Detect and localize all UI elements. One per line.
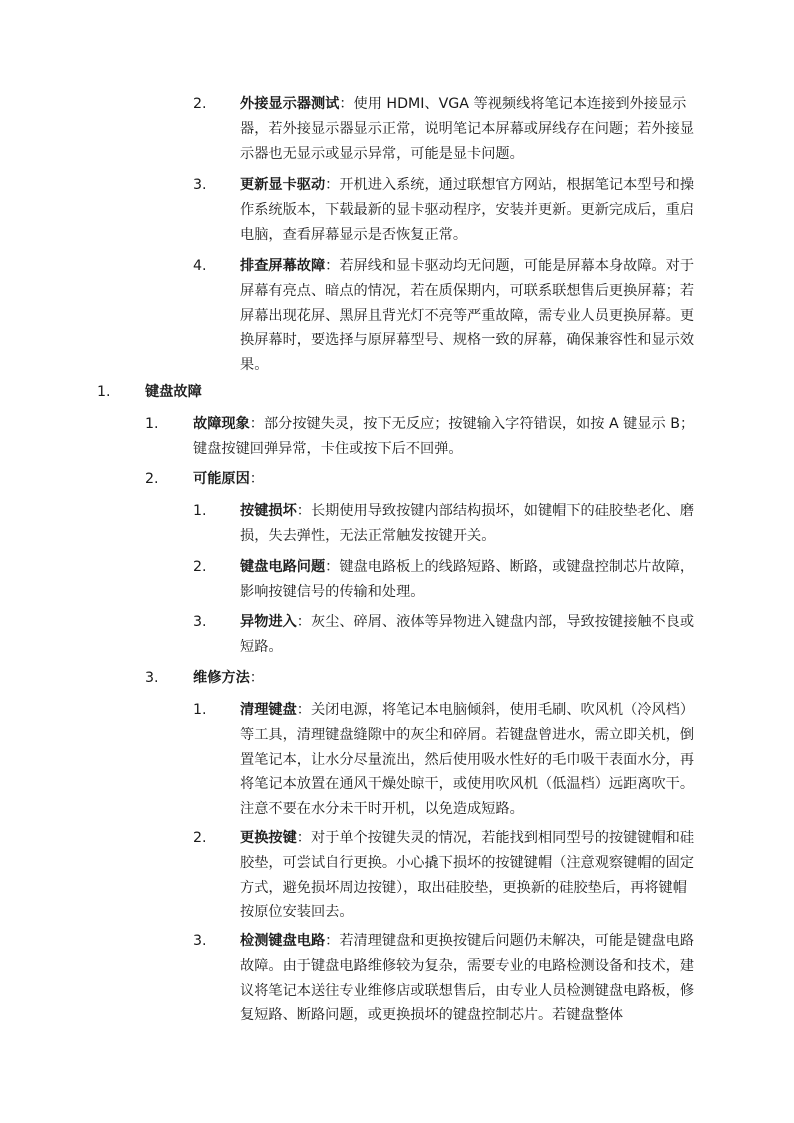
list-number: 2. [193,830,207,846]
list-number: 2. [193,559,207,575]
list-number: 3. [145,670,159,686]
item-title: 维修方法 [193,670,250,686]
item-text: ：关闭电源，将笔记本电脑倾斜，使用毛刷、吹风机（冷风档）等工具，清理键盘缝隙中的灰尘和碎屑。若键盘曾进水，需立即关机，倒置笔记本，让水分尽量流出，然后使用吸水性好的毛巾吸干表面水分，再将笔记本放置在通风干燥处晾干，或使用吹风机（低温档）远距离吹干。注意不要在水分未干时开机，以免造成短路。 [240,702,695,818]
item-text: ：灰尘、碎屑、液体等异物进入键盘内部，导致按键接触不良或短路。 [240,614,695,655]
item-text: ： [249,670,264,686]
item-text: ：部分按键失灵，按下无反应；按键输入字符错误，如按 A 键显示 B；键盘按键回弹异常，卡住或按下后不回弹。 [193,416,695,457]
list-number: 3. [193,933,207,949]
list-number: 1. [193,702,207,718]
list-number: 2. [193,96,207,112]
list-body [240,499,700,549]
item-text: ：若屏线和显卡驱动均无问题，可能是屏幕本身故障。对于屏幕有亮点、暗点的情况，若在质保期内，可联系联想售后更换屏幕；若屏幕出现花屏、黑屏且背光灯不亮等严重故障，需专业人员更换屏幕。更换屏幕时，要选择与原屏幕型号、规格一致的屏幕，确保兼容性和显示效果。 [240,258,695,374]
list-number: 3. [193,614,207,630]
list-number: 4. [193,258,207,274]
item-title: 检测键盘电路 [240,933,326,949]
item-title: 可能原因 [193,471,250,487]
item-title: 更换按键 [240,830,297,846]
list-body [240,92,700,166]
item-title: 故障现象 [193,416,250,432]
item-text: ：长期使用导致按键内部结构损坏，如键帽下的硅胶垫老化、磨损，失去弹性，无法正常触发按键开关。 [240,503,695,544]
item-text: ： [249,471,264,487]
list-body [193,666,700,691]
item-title: 排查屏幕故障 [240,258,326,274]
list-number: 1. [193,503,207,519]
item-title: 异物进入 [240,614,297,630]
item-text: ：对于单个按键失灵的情况，若能找到相同型号的按键键帽和硅胶垫，可尝试自行更换。小心撬下损坏的按键键帽（注意观察键帽的固定方式，避免损坏周边按键），取出硅胶垫，更换新的硅胶垫后，再将键帽按原位安装回去。 [240,830,695,921]
item-title: 更新显卡驱动 [240,177,326,193]
list-body [240,929,700,1028]
list-body [240,826,700,925]
list-number: 1. [97,384,111,400]
item-title: 键盘电路问题 [240,559,326,575]
list-body [145,380,700,405]
item-title: 清理键盘 [240,702,297,718]
list-number: 3. [193,177,207,193]
list-body [240,555,700,605]
list-number: 1. [145,416,159,432]
list-body [193,467,700,492]
list-body [193,412,700,462]
item-title: 键盘故障 [145,384,202,400]
list-body [240,698,700,822]
item-text: ：使用 HDMI、VGA 等视频线将笔记本连接到外接显示器，若外接显示器显示正常，说明笔记本屏幕或屏线存在问题；若外接显示器也无显示或显示异常，可能是显卡问题。 [240,96,695,162]
item-text: ：若清理键盘和更换按键后问题仍未解决，可能是键盘电路故障。由于键盘电路维修较为复杂，需要专业的电路检测设备和技术，建议将笔记本送往专业维修店或联想售后，由专业人员检测键盘电路板，修复短路、断路问题，或更换损坏的键盘控制芯片。若键盘整体 [240,933,695,1024]
list-number: 2. [145,471,159,487]
item-text: ：键盘电路板上的线路短路、断路，或键盘控制芯片故障，影响按键信号的传输和处理。 [240,559,695,600]
item-title: 按键损坏 [240,503,297,519]
list-body [240,610,700,660]
item-title: 外接显示器测试 [240,96,340,112]
item-text: ：开机进入系统，通过联想官方网站，根据笔记本型号和操作系统版本，下载最新的显卡驱动程序，安装并更新。更新完成后，重启电脑，查看屏幕显示是否恢复正常。 [240,177,695,243]
list-body [240,254,700,378]
list-body [240,173,700,247]
